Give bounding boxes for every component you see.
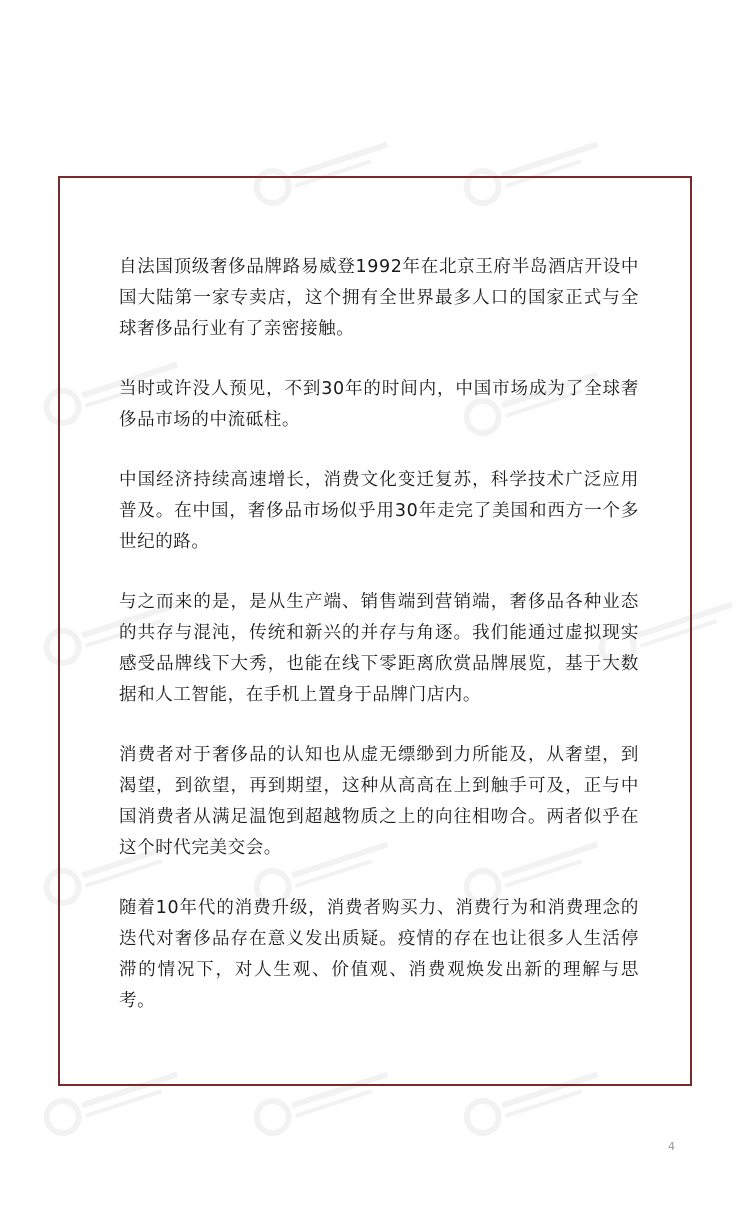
paragraph-4: 与之而来的是，是从生产端、销售端到营销端，奢侈品各种业态的共存与混沌，传统和新兴的并存与角逐。我们能通过虚拟现实感受品牌线下大秀，也能在线下零距离欣赏品牌展览，基于大数据和人工智能，在手机上置身于品牌门店内。 xyxy=(119,592,639,705)
paragraph-2: 当时或许没人预见，不到30年的时间内，中国市场成为了全球奢侈品市场的中流砥柱。 xyxy=(119,379,639,430)
paragraph-1: 自法国顶级奢侈品牌路易威登1992年在北京王府半岛酒店开设中国大陆第一家专卖店，这个拥有全世界最多人口的国家正式与全球奢侈品行业有了亲密接触。 xyxy=(119,257,639,339)
paragraph-6: 随着10年代的消费升级，消费者购买力、消费行为和消费理念的迭代对奢侈品存在意义发出质疑。疫情的存在也让很多人生活停滞的情况下，对人生观、价值观、消费观焕发出新的理解与思考。 xyxy=(119,898,639,1011)
paragraph-5: 消费者对于奢侈品的认知也从虚无缥缈到力所能及，从奢望，到渴望，到欲望，再到期望，这种从高高在上到触手可及，正与中国消费者从满足温饱到超越物质之上的向往相吻合。两者似乎在这个时代完美交会。 xyxy=(119,745,639,858)
page-number: 4 xyxy=(668,1140,675,1153)
body-text xyxy=(119,252,639,1046)
paragraph-3: 中国经济持续高速增长，消费文化变迁复苏，科学技术广泛应用普及。在中国，奢侈品市场似乎用30年走完了美国和西方一个多世纪的路。 xyxy=(119,470,639,552)
